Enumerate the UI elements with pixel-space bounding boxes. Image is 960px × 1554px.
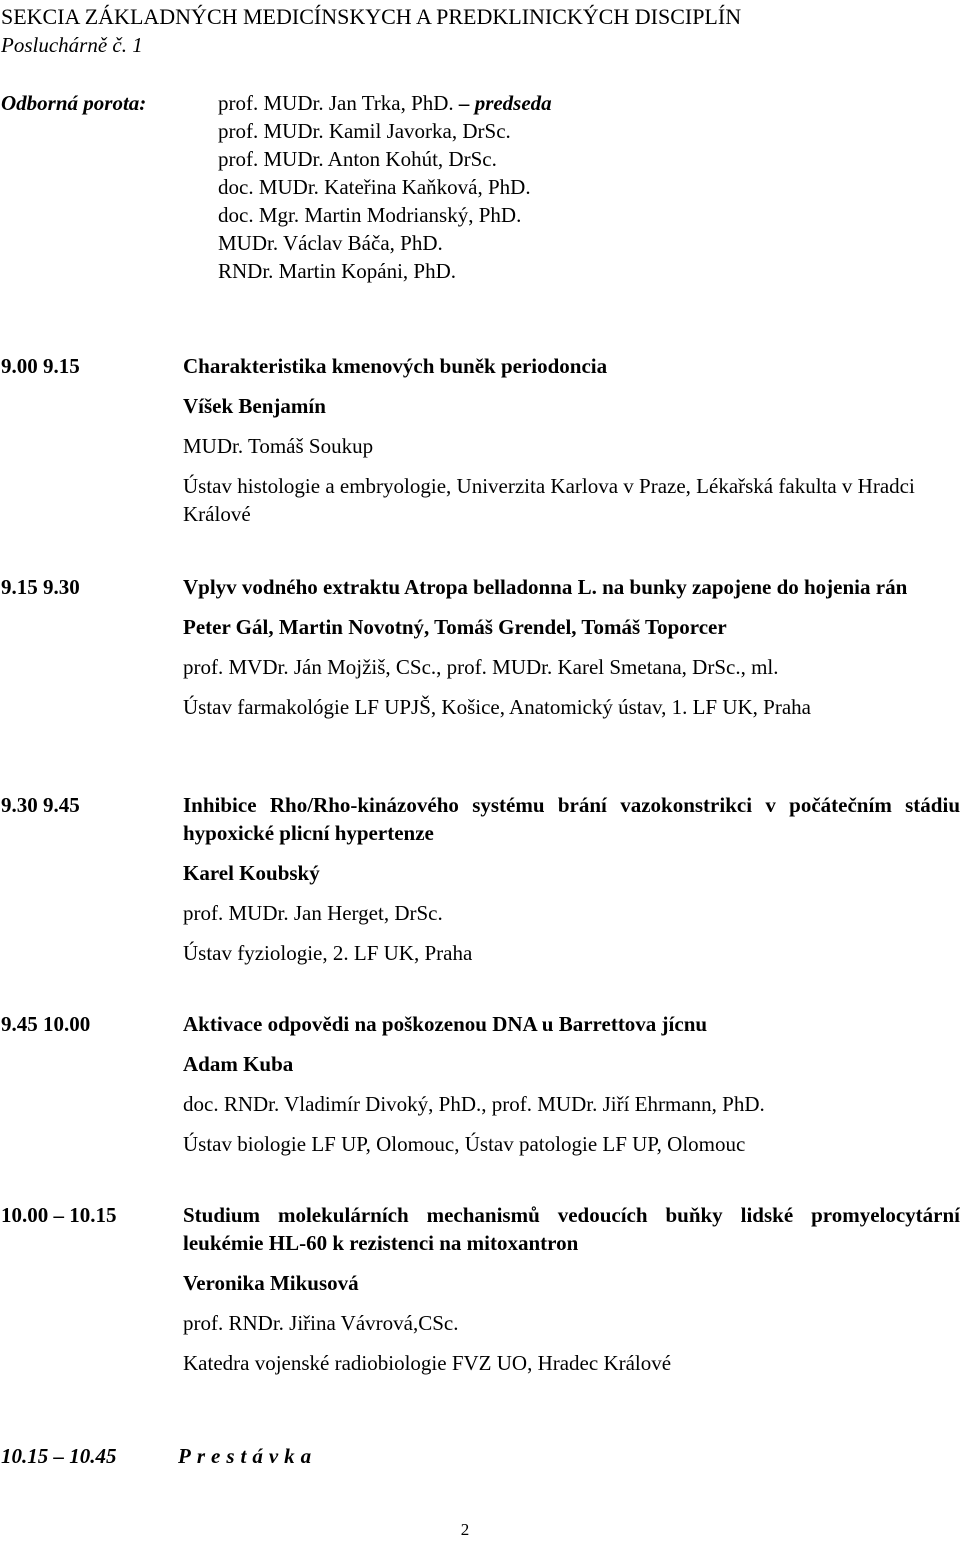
committee-member: doc. Mgr. Martin Modrianský, PhD. <box>218 203 522 227</box>
talk-body <box>183 1201 960 1377</box>
talk-time: 9.15 9.30 <box>1 575 80 599</box>
committee-member: doc. MUDr. Kateřina Kaňková, PhD. <box>218 175 531 199</box>
talk-supervisor: MUDr. Tomáš Soukup <box>183 434 374 458</box>
talk-institution: Ústav biologie LF UP, Olomouc, Ústav patologie LF UP, Olomouc <box>183 1132 746 1156</box>
committee-label: Odborná porota: <box>1 91 147 115</box>
talk-title: Aktivace odpovědi na poškozenou DNA u Barrettova jícnu <box>183 1012 708 1036</box>
talk-supervisor: doc. RNDr. Vladimír Divoký, PhD., prof. MUDr. Jiří Ehrmann, PhD. <box>183 1092 765 1116</box>
talk-author: Karel Koubský <box>183 861 320 885</box>
committee-member: prof. MUDr. Anton Kohút, DrSc. <box>218 147 497 171</box>
lecture-hall: Posluchárně č. 1 <box>1 33 143 57</box>
talk-institution: Katedra vojenské radiobiologie FVZ UO, Hradec Králové <box>183 1351 672 1375</box>
talk-time: 10.00 – 10.15 <box>1 1203 117 1227</box>
talk-title: Studium molekulárních mechanismů vedoucích buňky lidské promyelocytární leukémie HL-60 k rezistenci na mitoxantron <box>183 1203 960 1255</box>
talk-body <box>183 573 960 721</box>
talk-institution: Ústav histologie a embryologie, Univerzita Karlova v Praze, Lékařská fakulta v Hradci Králové <box>183 474 915 526</box>
talk-body <box>183 791 960 967</box>
talk-title: Inhibice Rho/Rho-kinázového systému brání vazokonstrikci v počátečním stádiu hypoxické plicní hypertenze <box>183 793 960 845</box>
talk-time: 9.00 9.15 <box>1 354 80 378</box>
talk-institution: Ústav farmakológie LF UPJŠ, Košice, Anatomický ústav, 1. LF UK, Praha <box>183 695 811 719</box>
section-title: SEKCIA ZÁKLADNÝCH MEDICÍNSKYCH A PREDKLINICKÝCH DISCIPLÍN <box>1 4 742 29</box>
page-number: 2 <box>460 1520 470 1539</box>
talk-author: Víšek Benjamín <box>183 394 326 418</box>
talk-author: Adam Kuba <box>183 1052 294 1076</box>
talk-time: 9.30 9.45 <box>1 793 80 817</box>
committee-member-name: prof. MUDr. Jan Trka, PhD. <box>218 91 454 115</box>
talk-title: Charakteristika kmenových buněk periodoncia <box>183 354 608 378</box>
break-label: Prestávka <box>178 1444 318 1468</box>
committee-list <box>218 90 552 286</box>
break-time: 10.15 – 10.45 <box>1 1444 117 1468</box>
chair-role: – predseda <box>453 91 552 115</box>
talk-institution: Ústav fyziologie, 2. LF UK, Praha <box>183 941 473 965</box>
talk-author: Peter Gál, Martin Novotný, Tomáš Grendel, Tomáš Toporcer <box>183 615 727 639</box>
committee-member: RNDr. Martin Kopáni, PhD. <box>218 259 456 283</box>
talk-time: 9.45 10.00 <box>1 1012 91 1036</box>
talk-author: Veronika Mikusová <box>183 1271 359 1295</box>
talk-title: Vplyv vodného extraktu Atropa belladonna L. na bunky zapojene do hojenia rán <box>183 575 908 599</box>
talk-supervisor: prof. MUDr. Jan Herget, DrSc. <box>183 901 443 925</box>
talk-supervisor: prof. MVDr. Ján Mojžiš, CSc., prof. MUDr. Karel Smetana, DrSc., ml. <box>183 655 779 679</box>
talk-body <box>183 1010 960 1158</box>
talk-supervisor: prof. RNDr. Jiřina Vávrová,CSc. <box>183 1311 459 1335</box>
committee-member: MUDr. Václav Báča, PhD. <box>218 231 443 255</box>
committee-member: prof. MUDr. Kamil Javorka, DrSc. <box>218 119 511 143</box>
committee-member <box>218 90 552 118</box>
talk-body <box>183 352 960 528</box>
